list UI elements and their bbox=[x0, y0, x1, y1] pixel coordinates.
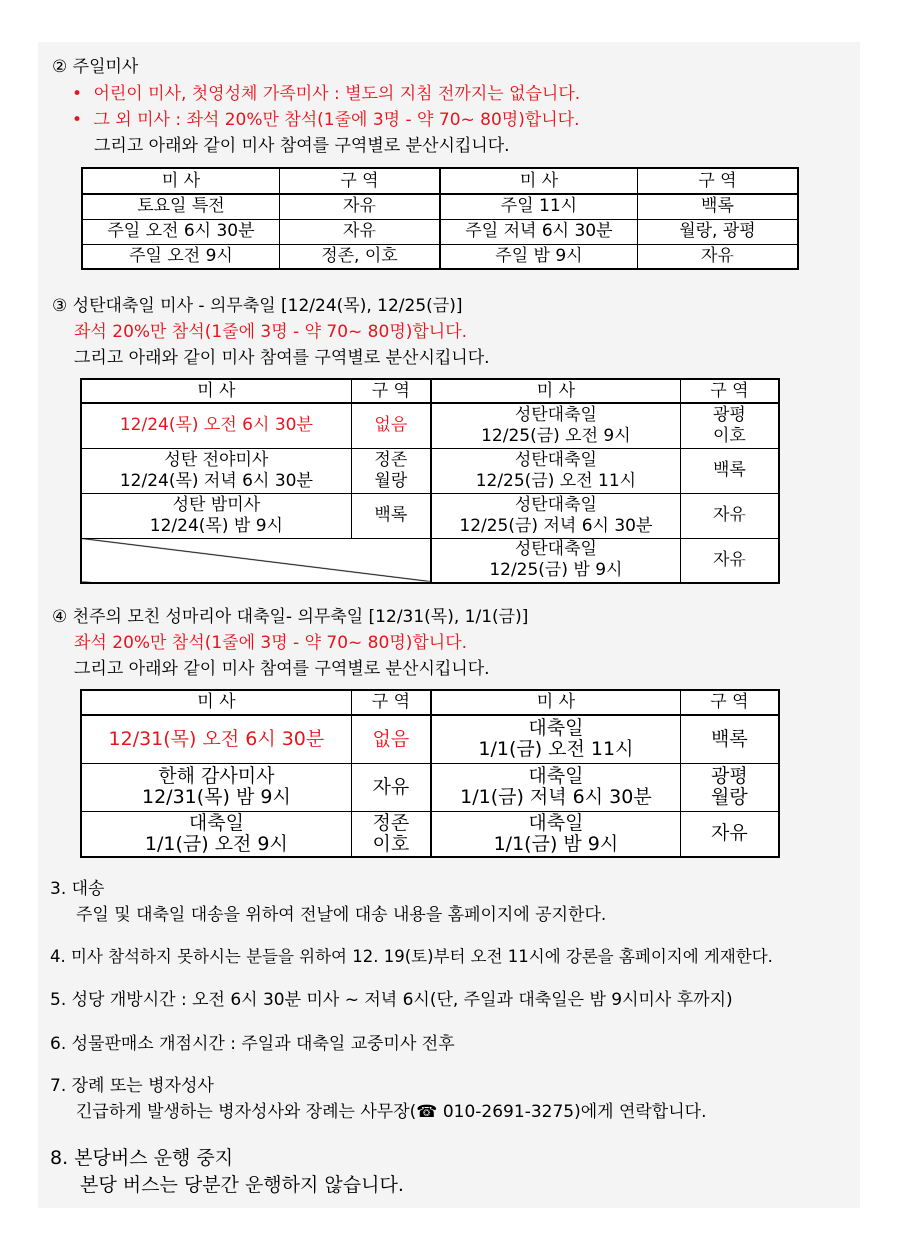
zone-name: 광평 bbox=[711, 765, 748, 787]
mass-time: 12/25(금) 오전 9시 bbox=[481, 425, 631, 446]
sec2-bullet-1 bbox=[72, 83, 580, 105]
item-6: 6. 성물판매소 개점시간 : 주일과 대축일 교중미사 전후 bbox=[50, 1034, 455, 1054]
item-3-body: 주일 및 대축일 대송을 위하여 전날에 대송 내용을 홈페이지에 공지한다. bbox=[76, 905, 607, 925]
zone-cell: 백록 bbox=[351, 493, 431, 538]
header-zone: 구 역 bbox=[637, 168, 798, 194]
bullet-mark: • bbox=[72, 110, 83, 130]
zone-cell: 자유 bbox=[637, 244, 798, 269]
mass-cell bbox=[81, 448, 351, 493]
header-zone: 구 역 bbox=[351, 379, 431, 403]
header-zone: 구 역 bbox=[680, 690, 779, 715]
sec3-note: 그리고 아래와 같이 미사 참여를 구역별로 분산시킵니다. bbox=[74, 348, 490, 368]
header-zone: 구 역 bbox=[680, 379, 779, 403]
table-row bbox=[82, 194, 798, 219]
zone-cell: 없음 bbox=[351, 715, 431, 763]
header-mass: 미 사 bbox=[431, 379, 680, 403]
zone-name: 광평 bbox=[712, 404, 746, 425]
mass-time: 1/1(금) 저녁 6시 30분 bbox=[460, 786, 652, 808]
header-mass: 미 사 bbox=[440, 168, 637, 194]
zone-name: 이호 bbox=[372, 832, 410, 855]
sec4-note: 그리고 아래와 같이 미사 참여를 구역별로 분산시킵니다. bbox=[74, 659, 490, 679]
mass-cell bbox=[431, 763, 680, 811]
mass-name: 한해 감사미사 bbox=[158, 765, 275, 787]
sec4-capacity: 좌석 20%만 참석(1줄에 3명 - 약 70~ 80명)합니다. bbox=[74, 633, 468, 653]
sec2-bullet-2 bbox=[72, 109, 580, 131]
table-row bbox=[82, 219, 798, 244]
zone-name: 정존 bbox=[374, 449, 408, 470]
header-zone: 구 역 bbox=[279, 168, 440, 194]
table-row bbox=[81, 811, 779, 857]
mass-time: 12/24(목) 밤 9시 bbox=[149, 515, 283, 536]
bullet-mark: • bbox=[72, 84, 83, 104]
zone-cell bbox=[680, 403, 779, 448]
mass-time: 1/1(금) 밤 9시 bbox=[493, 832, 619, 855]
mass-name: 대축일 bbox=[528, 811, 584, 834]
item-4: 4. 미사 참석하지 못하시는 분들을 위하여 12. 19(토)부터 오전 11시에 강론을 홈페이지에 게재한다. bbox=[50, 947, 773, 966]
mass-cell: 토요일 특전 bbox=[82, 194, 279, 219]
mass-cell bbox=[81, 811, 351, 857]
new-year-mass-table bbox=[80, 689, 780, 858]
sec2-bullet-1-text: 어린이 미사, 첫영성체 가족미사 : 별도의 지침 전까지는 없습니다. bbox=[93, 84, 581, 104]
mass-cell bbox=[431, 493, 680, 538]
mass-name: 성탄대축일 bbox=[514, 449, 597, 470]
mass-cell: 12/24(목) 오전 6시 30분 bbox=[81, 403, 351, 448]
mass-cell: 주일 11시 bbox=[440, 194, 637, 219]
mass-name: 대축일 bbox=[528, 717, 584, 740]
mass-cell: 주일 오전 9시 bbox=[82, 244, 279, 269]
mass-cell bbox=[431, 448, 680, 493]
mass-time: 12/25(금) 저녁 6시 30분 bbox=[459, 515, 653, 536]
zone-cell: 백록 bbox=[637, 194, 798, 219]
mass-time: 1/1(금) 오전 11시 bbox=[478, 738, 634, 761]
zone-cell bbox=[680, 763, 779, 811]
zone-cell: 백록 bbox=[680, 448, 779, 493]
zone-cell: 자유 bbox=[351, 763, 431, 811]
mass-cell: 주일 오전 6시 30분 bbox=[82, 219, 279, 244]
item-7-title: 7. 장례 또는 병자성사 bbox=[50, 1076, 214, 1096]
zone-cell: 자유 bbox=[279, 219, 440, 244]
header-zone: 구 역 bbox=[351, 690, 431, 715]
header-mass: 미 사 bbox=[81, 379, 351, 403]
sec3-capacity: 좌석 20%만 참석(1줄에 3명 - 약 70~ 80명)합니다. bbox=[74, 322, 468, 342]
zone-cell bbox=[351, 811, 431, 857]
mass-cell: 주일 밤 9시 bbox=[440, 244, 637, 269]
sec2-note: 그리고 아래와 같이 미사 참여를 구역별로 분산시킵니다. bbox=[94, 136, 510, 156]
mass-cell bbox=[431, 715, 680, 763]
sunday-mass-table bbox=[81, 167, 799, 270]
table-row bbox=[81, 448, 779, 493]
mass-cell bbox=[81, 763, 351, 811]
table-row bbox=[81, 493, 779, 538]
mass-time: 12/24(목) 저녁 6시 30분 bbox=[119, 470, 313, 491]
header-mass: 미 사 bbox=[431, 690, 680, 715]
zone-name: 월랑 bbox=[374, 470, 408, 491]
item-3-title: 3. 대송 bbox=[50, 879, 105, 899]
mass-time: 12/25(금) 밤 9시 bbox=[489, 560, 623, 581]
zone-name: 정존 bbox=[372, 811, 410, 834]
zone-name: 이호 bbox=[712, 425, 746, 446]
mass-name: 성탄 밤미사 bbox=[172, 494, 261, 515]
sec2-bullet-2-text: 그 외 미사 : 좌석 20%만 참석(1줄에 3명 - 약 70~ 80명)합니다. bbox=[93, 110, 580, 130]
header-mass: 미 사 bbox=[81, 690, 351, 715]
sec2-title: ② 주일미사 bbox=[52, 57, 139, 77]
mass-time: 1/1(금) 오전 9시 bbox=[144, 832, 288, 855]
mass-name: 성탄대축일 bbox=[514, 539, 597, 560]
item-7-body: 긴급하게 발생하는 병자성사와 장례는 사무장(☎ 010-2691-3275)에게 연락합니다. bbox=[76, 1102, 707, 1122]
mass-cell bbox=[431, 538, 680, 583]
sec4-title: ④ 천주의 모친 성마리아 대축일- 의무축일 [12/31(목), 1/1(금)] bbox=[52, 607, 529, 627]
item-8-title: 8. 본당버스 운행 중지 bbox=[50, 1147, 234, 1169]
item-5: 5. 성당 개방시간 : 오전 6시 30분 미사 ~ 저녁 6시(단, 주일과 대축일은 밤 9시미사 후까지) bbox=[50, 990, 733, 1010]
zone-cell: 자유 bbox=[680, 493, 779, 538]
mass-name: 성탄대축일 bbox=[514, 494, 597, 515]
christmas-mass-table bbox=[80, 378, 780, 584]
mass-name: 성탄 전야미사 bbox=[164, 449, 269, 470]
table-row bbox=[82, 244, 798, 269]
mass-cell bbox=[431, 811, 680, 857]
zone-name: 월랑 bbox=[711, 786, 748, 808]
table-row bbox=[81, 538, 779, 583]
mass-cell bbox=[431, 403, 680, 448]
mass-cell: 12/31(목) 오전 6시 30분 bbox=[81, 715, 351, 763]
zone-cell: 없음 bbox=[351, 403, 431, 448]
header-mass: 미 사 bbox=[82, 168, 279, 194]
zone-cell: 자유 bbox=[279, 194, 440, 219]
mass-cell bbox=[81, 493, 351, 538]
mass-cell: 주일 저녁 6시 30분 bbox=[440, 219, 637, 244]
item-8-body: 본당 버스는 당분간 운행하지 않습니다. bbox=[80, 1174, 404, 1196]
table-row bbox=[81, 763, 779, 811]
table-row bbox=[81, 715, 779, 763]
zone-cell: 백록 bbox=[680, 715, 779, 763]
mass-name: 대축일 bbox=[188, 811, 244, 834]
zone-cell bbox=[351, 448, 431, 493]
zone-cell: 월랑, 광평 bbox=[637, 219, 798, 244]
empty-diagonal-cell bbox=[81, 538, 431, 583]
sec3-title: ③ 성탄대축일 미사 - 의무축일 [12/24(목), 12/25(금)] bbox=[52, 296, 463, 316]
mass-name: 대축일 bbox=[528, 765, 584, 787]
mass-name: 성탄대축일 bbox=[514, 404, 597, 425]
mass-time: 12/25(금) 오전 11시 bbox=[475, 470, 637, 491]
zone-cell: 자유 bbox=[680, 538, 779, 583]
zone-cell: 자유 bbox=[680, 811, 779, 857]
zone-cell: 정존, 이호 bbox=[279, 244, 440, 269]
mass-time: 12/31(목) 밤 9시 bbox=[141, 786, 291, 808]
table-row bbox=[81, 403, 779, 448]
